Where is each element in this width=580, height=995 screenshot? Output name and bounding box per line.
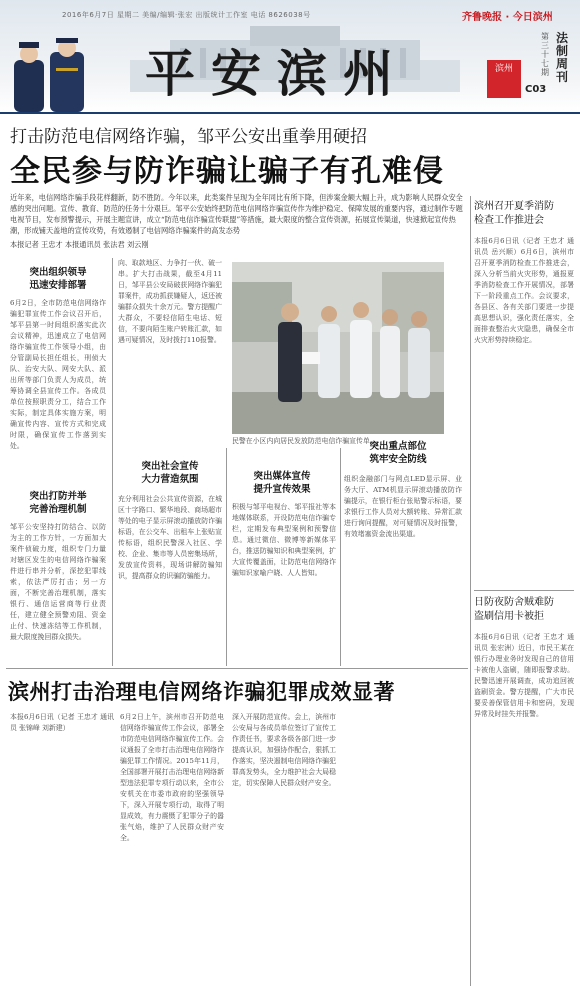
page-number: C03 (525, 84, 547, 95)
column-rule (340, 448, 341, 666)
section-name: 法制周刊 (556, 31, 569, 84)
lead-byline: 本报记者 王忠才 本报通讯员 张法君 刘云刚 (10, 240, 149, 249)
paper-logo: 齐鲁晚报 · 今日滨州 (462, 12, 553, 23)
sidebar-rule (470, 196, 471, 986)
column-text: 组织金融部门与网点LED显示屏、业务大厅、ATM机显示屏滚动播放防诈骗提示，在银行柜台张贴警示标语，要求银行工作人员对大额转账、异常汇款进行询问提醒，对可疑情况及时报警，有效堵塞资金流出渠道。 (344, 475, 462, 538)
red-seal: 滨州 (487, 60, 521, 98)
section-divider (6, 668, 468, 669)
issue-period: 第三十七期 (541, 32, 549, 77)
sidebar-title-card: 日防夜防舍贼难防 盗刷信用卡被拒 (474, 597, 554, 622)
column-text: 充分利用社会公共宣传资源，在城区十字路口、繁华地段、商场超市等处的电子显示屏滚动播放防诈骗标语，在公交车、出租车上张贴宣传标语，组织民警深入社区、学校、企业、集市等人员密集场所，发放宣传资料，现场讲解防骗知识，提高群众的识骗防骗能力。 (118, 495, 222, 580)
second-byline: 本报6月6日讯（记者 王忠才 通讯员 张锦峰 刘新建） (10, 713, 114, 732)
photo-caption: 民警在小区内向居民发放防范电信诈骗宣传单。 (232, 437, 377, 445)
masthead (0, 0, 580, 112)
column-rule (226, 448, 227, 666)
masthead-divider (0, 112, 580, 114)
column-text: 6月2日上午，滨州市召开防范电信网络诈骗宣传工作会议，部署全市防范电信网络诈骗宣传工作。会议通报了全市打击治理电信网络诈骗犯罪工作情况。2015年11月，全国部署开展打击治理电信网络新型违法犯罪专项行动以来，全市公安机关在市委市政府的坚强领导下，深入开展专项行动，取得了明显成效，有力震慑了犯罪分子的嚣张气焰，维护了人民群众财产安全。 (120, 713, 224, 842)
column-text: 深入开展防范宣传。会上，滨州市公安局与各成员单位签订了宣传工作责任书，要求各级各部门进一步提高认识，加强协作配合，狠抓工作落实，坚决遏制电信网络诈骗犯罪高发势头，全力维护社会大局稳定，切实保障人民群众财产安全。 (232, 713, 336, 787)
lead-headline: 全民参与防诈骗让骗子有孔难侵 (10, 154, 444, 189)
police-officers-illustration (6, 38, 94, 112)
lead-paragraph: 近年来，电信网络诈骗手段花样翻新，防不胜防。今年以来，此类案件呈现为全年同比有所下降，但涉案金额大幅上升，成为影响人民群众安全感的突出问题。宣传、教育、防范的任务十分艰巨。邹平公安始终把防范电信网络诈骗宣传作为维护稳定、保障发展的重要内容，通过制作专题电视节目，发布预警提示，开展主题宣讲，成立“防范电信诈骗宣传联盟”等措施，最大限度的整合宣传资源，拓展宣传渠道，快速掀起宣传热潮，形成铺天盖地的宣传攻势，有效遏制了电信网络诈骗案件的高发态势 (10, 193, 463, 235)
sidebar-body-fire: 本报6月6日讯（记者 王忠才 通讯员 岳兴顺）6月6日，滨州市召开夏季消防检查工作推进会，深入分析当前火灾形势，通报夏季消防检查工作开展情况，部署下一阶段重点工作。会议要求，各县区、各有关部门要进一步提高思想认识，强化责任落实，全面排查整治火灾隐患，确保全市火灾形势持续稳定。 (474, 237, 574, 344)
subhead-key-sites: 突出重点部位 筑牢安全防线 (369, 441, 427, 465)
second-headline: 滨州打击治理电信网络诈骗犯罪成效显著 (8, 680, 395, 704)
column-text: 积极与邹平电视台、邹平报社等本地媒体联系，开设防范电信诈骗专栏，定期发布典型案例和预警信息。通过微信、微博等新媒体平台，推送防骗知识和典型案例，扩大宣传覆盖面，让防范电信网络诈骗知识家喻户晓、人人皆知。 (232, 503, 336, 577)
column-text: 向、取款地区、力争打一伙、破一串。扩大打击战果，截至4月11日，邹平县公安局破获网络诈骗犯罪案件，成功抓获嫌疑人，返还被骗群众损失十余万元。警方提醒广大群众，不要轻信陌生电话、短信，不要向陌生账户转账汇款，如遇可疑情况，及时拨打110报警。 (118, 259, 222, 344)
column-rule (112, 258, 113, 666)
subhead-organize: 突出组织领导 迅速安排部署 (29, 267, 87, 291)
police-handing-leaflets-photo (232, 262, 444, 434)
subhead-media: 突出媒体宣传 提升宣传效果 (253, 471, 311, 495)
news-photo (232, 262, 444, 434)
column-text: 6月2日，全市防范电信网络诈骗犯罪宣传工作会议召开后，邹平县第一时间组织落实此次会议精神，迅速成立了电信网络诈骗宣传工作领导小组，由分管副局长担任组长，刑侦大队、治安大队、网安大队、派出所等部门负责人为成员，统筹协调全县宣传工作。各成员单位按照职责分工，结合工作实际，制定具体实施方案，明确宣传内容、宣传方式和完成时限，确保宣传工作落到实处。 (10, 299, 106, 450)
sidebar-title-fire: 滨州召开夏季消防 检查工作推进会 (474, 201, 554, 226)
subhead-strike: 突出打防并举 完善治理机制 (29, 491, 87, 515)
subhead-society: 突出社会宣传 大力营造氛围 (141, 461, 199, 485)
column-text: 邹平公安坚持打防结合、以防为主的工作方针，一方面加大案件侦破力度，组织专门力量对辖区发生的电信网络诈骗案件进行串并分析，深挖犯罪线索，依法严厉打击；另一方面，不断完善治理机制，落实银行、通信运营商等行业责任，建立健全预警劝阻、资金止付、快速冻结等工作机制，最大限度挽回群众损失。 (10, 523, 106, 641)
sidebar-body-card: 本报6月6日讯（记者 王忠才 通讯员 张宏洲）近日，市民王某在银行办理业务时发现自己的信用卡被他人盗刷，随即报警求助。民警迅速开展调查，成功追回被盗刷资金。警方提醒，广大市民要妥善保管信用卡和密码，发现异常及时挂失并报警。 (474, 633, 574, 718)
lead-kicker: 打击防范电信网络诈骗，邹平公安出重拳用硬招 (10, 127, 367, 147)
sidebar-divider (474, 590, 574, 591)
dateline: 2016年6月7日 星期二 美编/编辑·张宏 出版统计工作室 电话 8626038号 (62, 11, 311, 19)
section-title: 平安滨州 (145, 44, 409, 103)
